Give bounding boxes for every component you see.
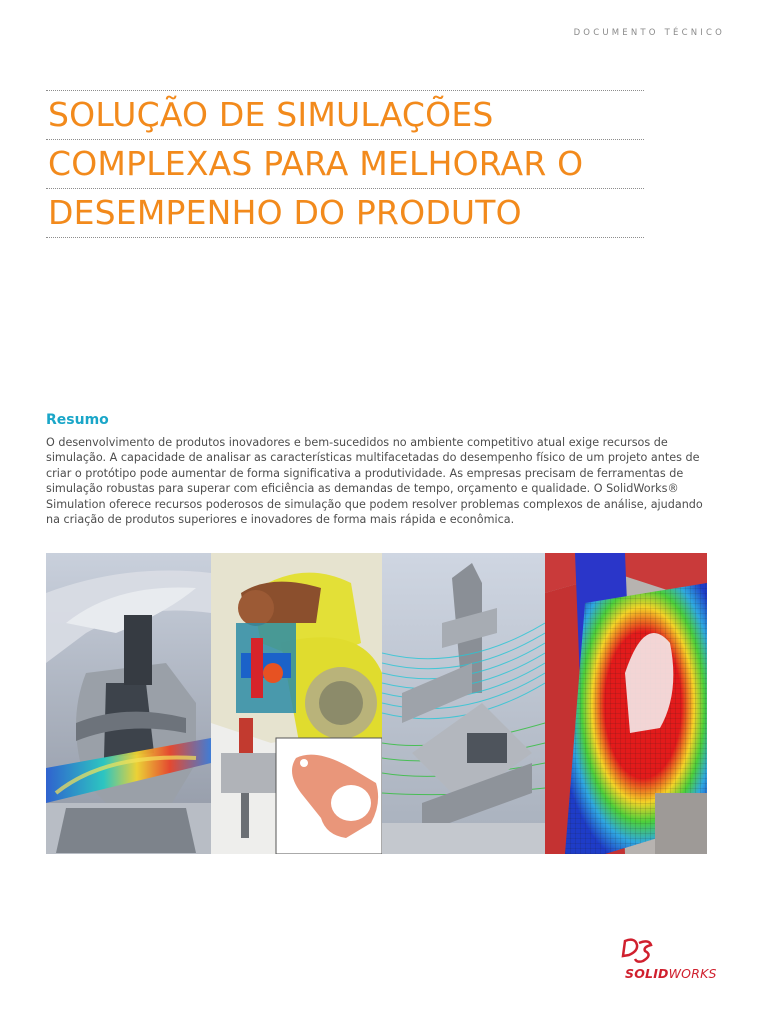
simulation-image-stress-mesh [545, 553, 707, 854]
summary-paragraph: O desenvolvimento de produtos inovadores e bem-sucedidos no ambiente competitivo atual exige recursos de simulação. A capacidade de analisar as características multifacetadas do desempenho físico de um projeto antes de criar o protótipo pode aumentar de forma significativa a produtividade. As empresas precisam de ferramentas de simulação robustas para superar com eficiência as demandas de tempo, orçamento e qualidade. O SolidWorks® Simulation oferece recursos poderosos de simulação que podem resolver problemas complexos de análise, ajudando na criação de produtos superiores e inovadores de forma mais rápida e econômica. [46, 436, 703, 527]
ds-logo-icon [619, 937, 659, 967]
simulation-image-jigsaw [211, 553, 382, 854]
simulation-image-flow-part [46, 553, 211, 854]
brand-bold: SOLID [625, 966, 669, 981]
title-line-1: SOLUÇÃO DE SIMULAÇÕES [48, 95, 494, 134]
summary-heading: Resumo [46, 412, 109, 428]
simulation-image-flow-trajectories [382, 553, 545, 854]
document-type-label: DOCUMENTO TÉCNICO [573, 28, 725, 38]
solidworks-wordmark [625, 966, 717, 981]
title-line-2: COMPLEXAS PARA MELHORAR O [48, 144, 584, 183]
brand-light: WORKS [668, 966, 717, 981]
title-divider [46, 237, 644, 238]
simulation-image-strip [46, 553, 707, 854]
title-line-3: DESEMPENHO DO PRODUTO [48, 193, 522, 232]
page-title [46, 90, 644, 238]
